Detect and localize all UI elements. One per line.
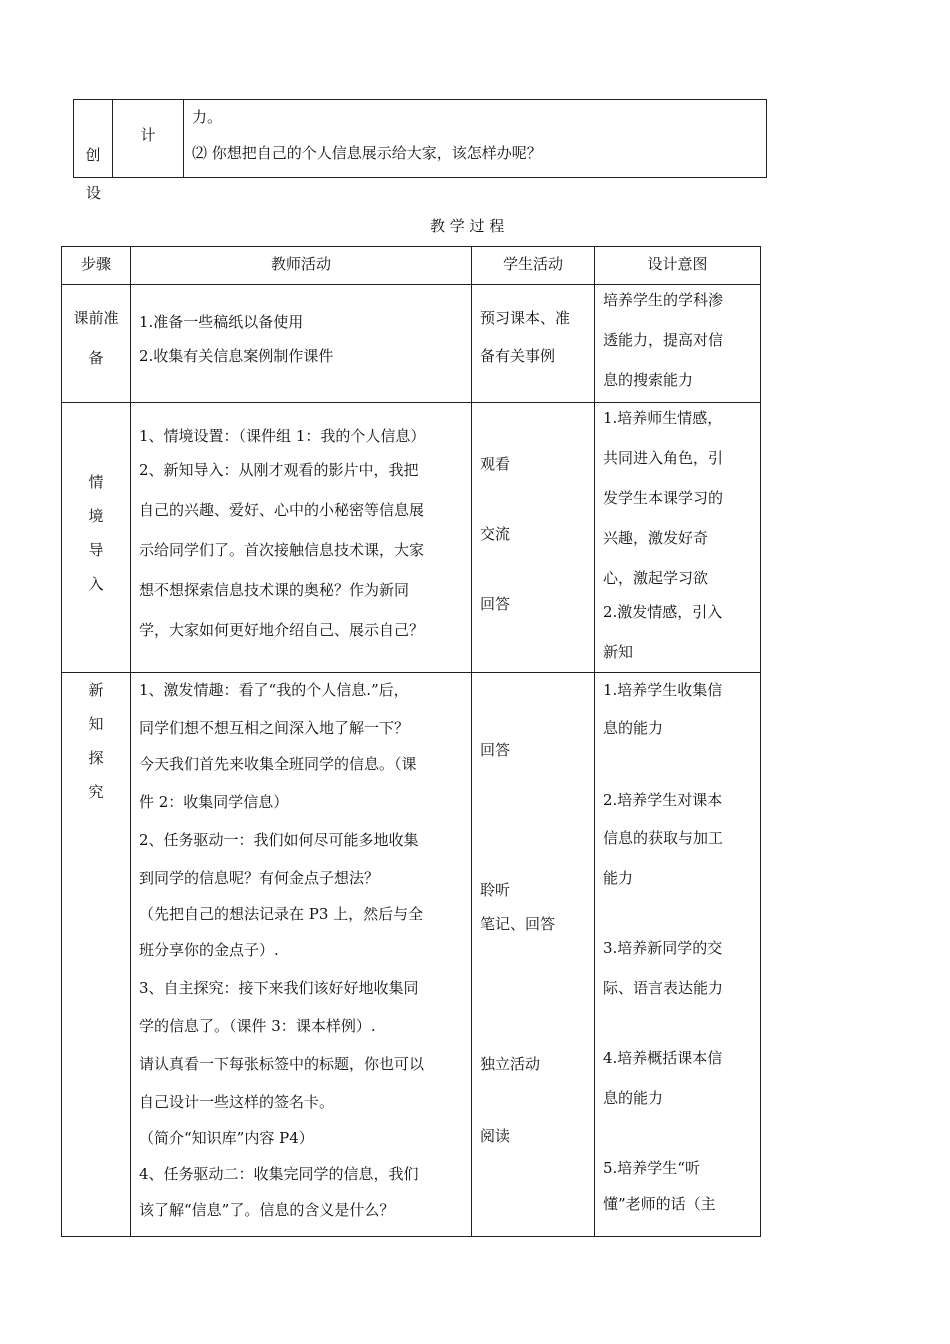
header-intent: 设计意图 bbox=[595, 247, 761, 285]
student-cell: 预习课本、准 备有关事例 bbox=[472, 285, 595, 403]
top-col2-label: 计 bbox=[140, 126, 156, 144]
top-table bbox=[73, 99, 767, 178]
step-cell: 新 知 探 究 bbox=[62, 673, 131, 1237]
top-col3 bbox=[184, 100, 767, 178]
header-student: 学生活动 bbox=[472, 247, 595, 285]
process-table bbox=[61, 246, 761, 1237]
intent-cell: 1.培养学生收集信 息的能力 2.培养学生对课本 信息的获取与加工 能力 3.培养新同学的交 际、语言表达能力 4.培养概括课本信 息的能力 5.培养学生“听 懂”老师的话（主 bbox=[595, 673, 761, 1237]
top-line-2: ⑵ 你想把自己的个人信息展示给大家，该怎样办呢？ bbox=[192, 144, 542, 162]
table-row bbox=[62, 403, 761, 673]
student-cell: 回答 聆听 笔记、回答 独立活动 阅读 bbox=[472, 673, 595, 1237]
student-cell: 观看 交流 回答 bbox=[472, 403, 595, 673]
table-row bbox=[62, 673, 761, 1237]
top-col2 bbox=[113, 100, 184, 178]
teacher-cell: 1、激发情趣：看了“我的个人信息.”后， 同学们想不想互相之间深入地了解一下？ 今天我们首先来收集全班同学的信息。（课 件 2：收集同学信息） 2、任务驱动一：我们如何尽可能多地收集 到同学的信息呢？有何金点子想法？ （先把自己的想法记录在 P3 上，然后与全 班分享你的金点子）. 3、自主探究：接下来我们该好好地收集同 学的信息了。（课件 3：课本样例）. 请认真看一下每张标签中的标题，你也可以 自己设计一些这样的签名卡。 （简介“知识库”内容 P4） 4、任务驱动二：收集完同学的信息，我们 该了解“信息”了。信息的含义是什么？ bbox=[131, 673, 472, 1237]
top-col1 bbox=[74, 100, 113, 178]
header-step: 步骤 bbox=[62, 247, 131, 285]
teacher-cell: 1、情境设置：（课件组 1：我的个人信息） 2、新知导入：从刚才观看的影片中，我把 自己的兴趣、爱好、心中的小秘密等信息展 示给同学们了。首次接触信息技术课，大家 想不想探索信息技术课的奥秘？作为新同 学，大家如何更好地介绍自己、展示自己？ bbox=[131, 403, 472, 673]
intent-cell: 1.培养师生情感， 共同进入角色，引 发学生本课学习的 兴趣，激发好奇 心，激起学习欲 2.激发情感，引入 新知 bbox=[595, 403, 761, 673]
step-cell: 情 境 导 入 bbox=[62, 403, 131, 673]
top-line-1: 力。 bbox=[192, 108, 223, 126]
below-top-char: 设 bbox=[86, 184, 102, 202]
top-col1-char: 创 bbox=[85, 146, 101, 164]
section-title: 教 学 过 程 bbox=[430, 217, 505, 235]
table-row bbox=[62, 285, 761, 403]
intent-cell: 培养学生的学科渗 透能力，提高对信 息的搜索能力 bbox=[595, 285, 761, 403]
teacher-cell: 1.准备一些稿纸以备使用 2.收集有关信息案例制作课件 bbox=[131, 285, 472, 403]
step-cell: 课前准 备 bbox=[62, 285, 131, 403]
header-row bbox=[62, 247, 761, 285]
header-teacher: 教师活动 bbox=[131, 247, 472, 285]
